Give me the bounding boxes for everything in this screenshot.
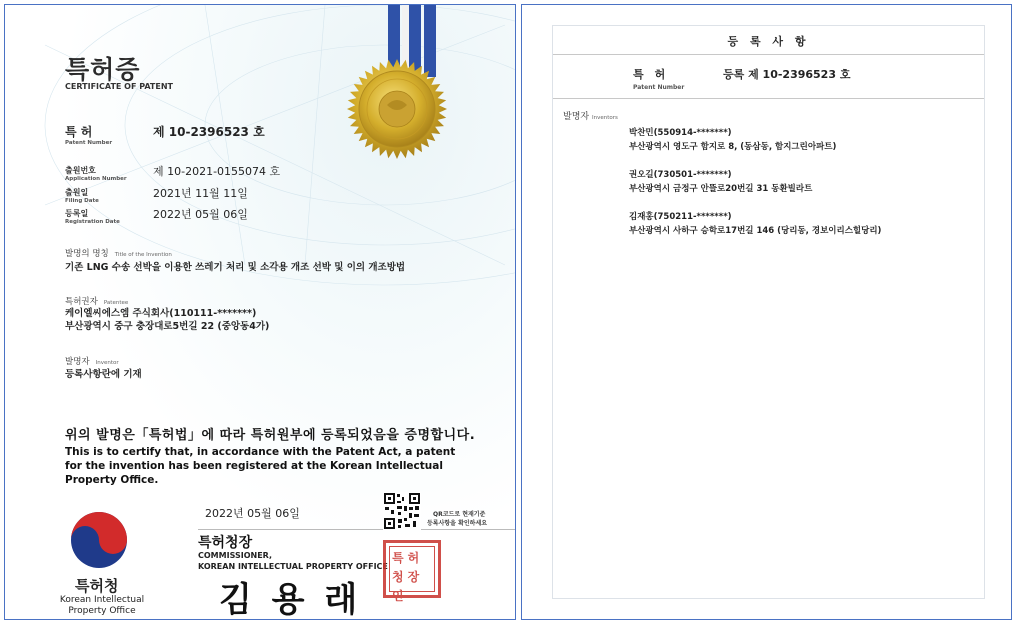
divider [553,98,984,99]
invention-title-value: 기존 LNG 수송 선박을 이용한 쓰레기 처리 및 소각용 개조 선박 및 이의 개조방법 [65,262,406,273]
commissioner-office-en: KOREAN INTELLECTUAL PROPERTY OFFICE [198,562,388,571]
inventor-value: 등록사항란에 기재 [65,369,142,380]
certificate-page [4,4,516,620]
invention-title-label: 발명의 명칭 Title of the Invention [65,249,172,259]
commissioner-title-en: COMMISSIONER, [198,551,273,560]
inventor-entry: 김재홍(750211-*******) 부산광역시 사하구 승학로17번길 146 (당리동, 경보이리스힐당리) [629,212,882,236]
inventor-entry: 박찬민(550914-*******) 부산광역시 영도구 함지로 8, (동삼동, 함지그린아파트) [629,128,837,152]
divider [198,529,516,530]
application-number-value: 제 10-2021-0155074 호 [153,165,281,178]
patent-number-value: 제 10-2396523 호 [153,125,265,139]
official-stamp: 특허청장인 [383,540,441,598]
inventor-label: 발명자 Inventor [65,357,119,367]
divider [553,54,984,55]
commissioner-signature: 김 용 래 [219,580,362,620]
filing-date-value: 2021년 11월 11일 [153,187,248,200]
qr-code[interactable] [383,492,421,530]
inventor-entry: 권오길(730501-*******) 부산광역시 금정구 안뜰로20번길 31 동환빌라트 [629,170,813,194]
certificate-title: 특허증 [65,55,141,84]
gold-seal [345,57,449,161]
registration-frame [552,25,985,599]
kipo-emblem-icon [69,510,129,570]
qr-caption: QR코드로 현재기준 등록사항을 확인하세요 [427,511,488,527]
registration-patent-value: 등록 제 10-2396523 호 [723,68,851,81]
kipo-name-en: Korean Intellectual Property Office [59,595,145,616]
issue-date: 2022년 05월 06일 [205,507,300,520]
patent-number-label: 특 허 Patent Number [65,125,113,146]
registration-date-label: 등록일 Registration Date [65,209,120,225]
filing-date-label: 출원일 Filing Date [65,188,99,204]
patentee-name: 케이엘씨에스엠 주식회사(110111-*******) [65,308,257,319]
registration-date-value: 2022년 05월 06일 [153,208,248,221]
certification-statement-ko: 위의 발명은「특허법」에 따라 특허원부에 등록되었음을 증명합니다. [65,428,476,443]
certificate-subtitle: CERTIFICATE OF PATENT [65,82,173,91]
registration-heading: 등 록 사 항 [727,35,810,48]
certification-statement-en: This is to certify that, in accordance with the Patent Act, a patent for the invention has been registered at the Korean Intellectual Property Office. [65,446,456,486]
registration-patent-label-en: Patent Number [633,84,685,91]
registration-patent-label: 특 허 [633,68,666,81]
application-number-label: 출원번호 Application Number [65,166,127,182]
kipo-name-ko: 특허청 [75,577,119,595]
registration-page [521,4,1012,620]
commissioner-title-ko: 특허청장 [198,535,253,551]
patentee-address: 부산광역시 중구 충장대로5번길 22 (중앙동4가) [65,321,270,332]
inventors-label: 발명자 Inventors [563,112,618,122]
patentee-label: 특허권자 Patentee [65,297,129,307]
